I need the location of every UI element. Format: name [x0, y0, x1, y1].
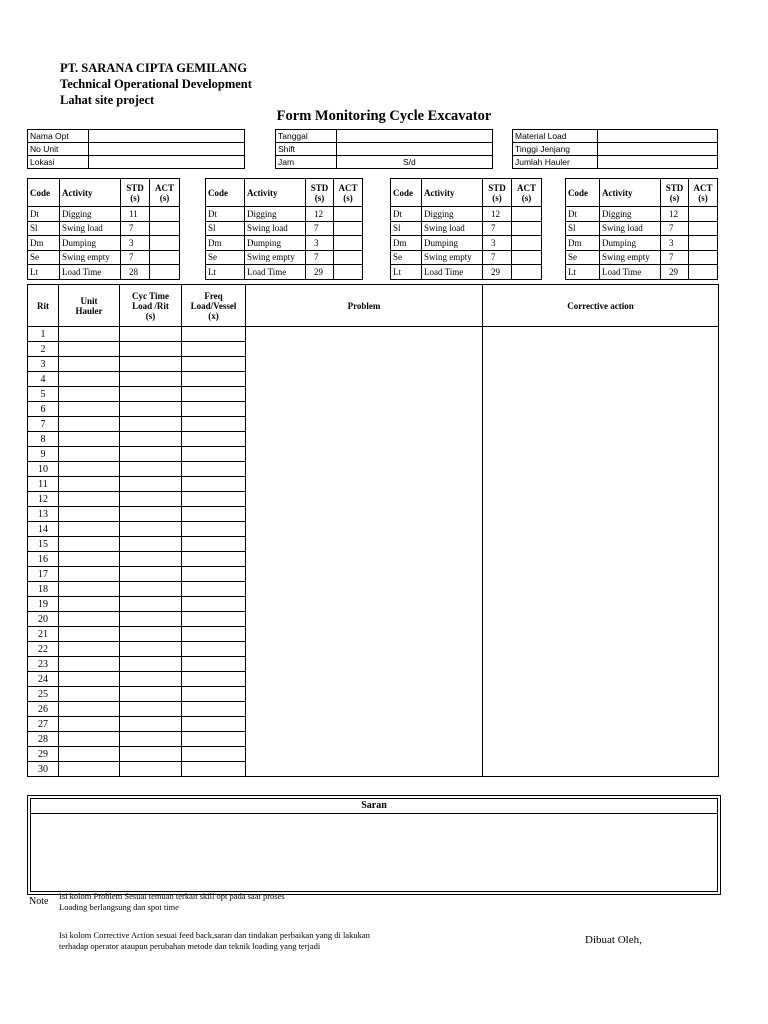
std-code: Dt: [566, 207, 600, 222]
unit-hauler-cell[interactable]: [59, 552, 120, 567]
freq-load-cell[interactable]: [182, 507, 246, 522]
act-field[interactable]: [334, 265, 363, 280]
rit-number: 22: [28, 642, 59, 657]
unit-hauler-cell[interactable]: [59, 357, 120, 372]
freq-load-cell[interactable]: [182, 522, 246, 537]
cycle-time-cell[interactable]: [120, 477, 182, 492]
unit-hauler-cell[interactable]: [59, 417, 120, 432]
freq-load-cell[interactable]: [182, 327, 246, 342]
unit-hauler-cell[interactable]: [59, 762, 120, 777]
act-field[interactable]: [150, 221, 180, 236]
std-code: Dm: [206, 236, 245, 251]
rit-number: 28: [28, 732, 59, 747]
cycle-time-cell[interactable]: [120, 672, 182, 687]
std-code: Sl: [391, 221, 422, 236]
std-value: 7: [483, 250, 512, 265]
unit-hauler-cell[interactable]: [59, 387, 120, 402]
std-code: Sl: [28, 221, 60, 236]
std-activity: Swing load: [600, 221, 661, 236]
rit-number: 16: [28, 552, 59, 567]
info-label: Tinggi Jenjang: [513, 143, 598, 156]
std-head-code: Code: [566, 179, 600, 207]
freq-load-cell[interactable]: [182, 447, 246, 462]
freq-load-cell[interactable]: [182, 567, 246, 582]
std-activity: Load Time: [245, 265, 306, 280]
std-activity: Digging: [600, 207, 661, 222]
std-code: Se: [28, 250, 60, 265]
unit-hauler-cell[interactable]: [59, 642, 120, 657]
cycle-time-cell[interactable]: [120, 612, 182, 627]
unit-hauler-cell[interactable]: [59, 447, 120, 462]
act-field[interactable]: [150, 236, 180, 251]
freq-load-cell[interactable]: [182, 462, 246, 477]
unit-hauler-cell[interactable]: [59, 477, 120, 492]
rit-number: 27: [28, 717, 59, 732]
cycle-time-cell[interactable]: [120, 537, 182, 552]
rit-number: 1: [28, 327, 59, 342]
std-value: 7: [661, 250, 689, 265]
freq-load-cell[interactable]: [182, 387, 246, 402]
info-table-time: [275, 129, 493, 169]
rit-number: 7: [28, 417, 59, 432]
freq-load-cell[interactable]: [182, 762, 246, 777]
cycle-time-cell[interactable]: [120, 642, 182, 657]
std-activity: Dumping: [245, 236, 306, 251]
freq-load-cell[interactable]: [182, 642, 246, 657]
act-field[interactable]: [512, 221, 542, 236]
rit-number: 6: [28, 402, 59, 417]
rit-number: 13: [28, 507, 59, 522]
cycle-time-cell[interactable]: [120, 732, 182, 747]
std-activity: Swing load: [422, 221, 483, 236]
head-corrective-action: Corrective action: [483, 285, 719, 327]
std-code: Dt: [206, 207, 245, 222]
head-problem: Problem: [246, 285, 483, 327]
info-field[interactable]: [598, 143, 718, 156]
rit-number: 9: [28, 447, 59, 462]
info-field[interactable]: [89, 143, 245, 156]
cycle-time-cell[interactable]: [120, 762, 182, 777]
unit-hauler-cell[interactable]: [59, 537, 120, 552]
unit-hauler-cell[interactable]: [59, 327, 120, 342]
std-code: Dm: [28, 236, 60, 251]
std-head-act: ACT (s): [334, 179, 363, 207]
rit-number: 11: [28, 477, 59, 492]
info-label: Lokasi: [28, 156, 89, 169]
std-head-activity: Activity: [422, 179, 483, 207]
sd-label: S/d: [403, 157, 416, 167]
head-unit-hauler: Unit Hauler: [59, 285, 120, 327]
rit-number: 4: [28, 372, 59, 387]
freq-load-cell[interactable]: [182, 537, 246, 552]
unit-hauler-cell[interactable]: [59, 657, 120, 672]
std-head-activity: Activity: [245, 179, 306, 207]
info-field[interactable]: [337, 143, 493, 156]
unit-hauler-cell[interactable]: [59, 567, 120, 582]
info-label: Tanggal: [276, 130, 337, 143]
freq-load-cell[interactable]: [182, 717, 246, 732]
std-value: 29: [306, 265, 334, 280]
company-name: PT. SARANA CIPTA GEMILANG: [60, 61, 248, 75]
std-code: Sl: [206, 221, 245, 236]
note-problem: Isi kolom Problem Sesuai temuan terkait skill opt pada saat proses Loading berlangsung dan spot time: [59, 891, 285, 912]
freq-load-cell[interactable]: [182, 477, 246, 492]
cycle-time-cell[interactable]: [120, 447, 182, 462]
freq-load-cell[interactable]: [182, 597, 246, 612]
unit-hauler-cell[interactable]: [59, 702, 120, 717]
saran-area[interactable]: [30, 798, 718, 892]
std-value: 11: [121, 207, 150, 222]
company-site: Lahat site project: [60, 93, 155, 107]
company-dept: Technical Operational Development: [60, 77, 252, 91]
cycle-time-cell[interactable]: [120, 387, 182, 402]
unit-hauler-cell[interactable]: [59, 342, 120, 357]
info-label: Jam: [276, 156, 337, 169]
unit-hauler-cell[interactable]: [59, 522, 120, 537]
act-field[interactable]: [334, 250, 363, 265]
rit-number: 29: [28, 747, 59, 762]
std-head-act: ACT (s): [689, 179, 718, 207]
info-field[interactable]: [89, 130, 245, 143]
std-value: 12: [661, 207, 689, 222]
info-field[interactable]: [598, 130, 718, 143]
rit-number: 5: [28, 387, 59, 402]
std-head-std: STD (s): [306, 179, 334, 207]
signature-label: Dibuat Oleh,: [585, 934, 642, 946]
freq-load-cell[interactable]: [182, 732, 246, 747]
unit-hauler-cell[interactable]: [59, 687, 120, 702]
freq-load-cell[interactable]: [182, 657, 246, 672]
std-activity: Swing empty: [60, 250, 121, 265]
rit-number: 21: [28, 627, 59, 642]
act-field[interactable]: [689, 221, 718, 236]
unit-hauler-cell[interactable]: [59, 507, 120, 522]
std-head-std: STD (s): [121, 179, 150, 207]
unit-hauler-cell[interactable]: [59, 672, 120, 687]
note-corrective: Isi kolom Corrective Action sesuai feed back,saran dan tindakan perbaikan yang di lakukan terhadap operator ataupun perubahan metode dan teknik loading yang terjadi: [59, 930, 370, 951]
unit-hauler-cell[interactable]: [59, 732, 120, 747]
freq-load-cell[interactable]: [182, 432, 246, 447]
std-head-activity: Activity: [60, 179, 121, 207]
cycle-time-cell[interactable]: [120, 492, 182, 507]
freq-load-cell[interactable]: [182, 417, 246, 432]
std-activity: Digging: [60, 207, 121, 222]
act-field[interactable]: [150, 250, 180, 265]
cycle-time-cell[interactable]: [120, 342, 182, 357]
std-table-3: [390, 178, 542, 280]
rit-number: 10: [28, 462, 59, 477]
unit-hauler-cell[interactable]: [59, 432, 120, 447]
std-value: 7: [661, 221, 689, 236]
act-field[interactable]: [334, 207, 363, 222]
rit-number: 2: [28, 342, 59, 357]
act-field[interactable]: [512, 250, 542, 265]
std-activity: Swing empty: [245, 250, 306, 265]
std-value: 7: [121, 250, 150, 265]
info-table-material: [512, 129, 718, 169]
std-head-activity: Activity: [600, 179, 661, 207]
act-field[interactable]: [334, 236, 363, 251]
std-code: Lt: [566, 265, 600, 280]
std-head-act: ACT (s): [150, 179, 180, 207]
unit-hauler-cell[interactable]: [59, 462, 120, 477]
std-code: Se: [566, 250, 600, 265]
std-activity: Swing load: [60, 221, 121, 236]
std-value: 29: [661, 265, 689, 280]
cycle-time-cell[interactable]: [120, 687, 182, 702]
head-cycle-time: Cyc Time Load /Rit (s): [120, 285, 182, 327]
std-activity: Load Time: [600, 265, 661, 280]
cycle-time-cell[interactable]: [120, 627, 182, 642]
act-field[interactable]: [150, 207, 180, 222]
info-field[interactable]: [89, 156, 245, 169]
unit-hauler-cell[interactable]: [59, 747, 120, 762]
cycle-time-cell[interactable]: [120, 552, 182, 567]
info-table-operator: [27, 129, 245, 169]
cycle-time-cell[interactable]: [120, 702, 182, 717]
freq-load-cell[interactable]: [182, 342, 246, 357]
rit-number: 14: [28, 522, 59, 537]
act-field[interactable]: [512, 265, 542, 280]
std-value: 7: [306, 250, 334, 265]
cycle-time-cell[interactable]: [120, 402, 182, 417]
std-activity: Swing empty: [422, 250, 483, 265]
freq-load-cell[interactable]: [182, 627, 246, 642]
std-activity: Digging: [245, 207, 306, 222]
std-value: 12: [306, 207, 334, 222]
std-code: Dt: [391, 207, 422, 222]
std-activity: Load Time: [422, 265, 483, 280]
cycle-time-cell[interactable]: [120, 747, 182, 762]
act-field[interactable]: [150, 265, 180, 280]
rit-number: 12: [28, 492, 59, 507]
std-code: Se: [206, 250, 245, 265]
std-code: Lt: [391, 265, 422, 280]
std-value: 7: [483, 221, 512, 236]
std-activity: Dumping: [422, 236, 483, 251]
freq-load-cell[interactable]: [182, 582, 246, 597]
note-label: Note: [29, 896, 49, 907]
std-head-code: Code: [206, 179, 245, 207]
act-field[interactable]: [512, 236, 542, 251]
saran-box: [27, 795, 721, 895]
std-head-code: Code: [28, 179, 60, 207]
cycle-time-cell[interactable]: [120, 372, 182, 387]
rit-number: 18: [28, 582, 59, 597]
unit-hauler-cell[interactable]: [59, 597, 120, 612]
std-activity: Swing empty: [600, 250, 661, 265]
std-code: Se: [391, 250, 422, 265]
info-field[interactable]: [337, 156, 493, 169]
cycle-time-cell[interactable]: [120, 417, 182, 432]
rit-number: 17: [28, 567, 59, 582]
unit-hauler-cell[interactable]: [59, 492, 120, 507]
rit-number: 8: [28, 432, 59, 447]
saran-title: Saran: [31, 799, 717, 814]
freq-load-cell[interactable]: [182, 672, 246, 687]
cycle-monitoring-table: [27, 284, 719, 777]
rit-number: 23: [28, 657, 59, 672]
rit-number: 3: [28, 357, 59, 372]
info-field[interactable]: [337, 130, 493, 143]
rit-number: 26: [28, 702, 59, 717]
cycle-time-cell[interactable]: [120, 507, 182, 522]
std-value: 3: [661, 236, 689, 251]
std-value: 29: [483, 265, 512, 280]
std-value: 3: [121, 236, 150, 251]
std-code: Lt: [206, 265, 245, 280]
corrective-action-area[interactable]: [483, 327, 719, 777]
cycle-time-cell[interactable]: [120, 567, 182, 582]
std-head-act: ACT (s): [512, 179, 542, 207]
std-value: 12: [483, 207, 512, 222]
rit-number: 25: [28, 687, 59, 702]
info-label: Jumlah Hauler: [513, 156, 598, 169]
std-head-std: STD (s): [483, 179, 512, 207]
rit-number: 30: [28, 762, 59, 777]
freq-load-cell[interactable]: [182, 372, 246, 387]
info-label: No Unit: [28, 143, 89, 156]
std-head-std: STD (s): [661, 179, 689, 207]
table-row: [28, 327, 719, 342]
rit-number: 24: [28, 672, 59, 687]
act-field[interactable]: [689, 207, 718, 222]
std-code: Dm: [391, 236, 422, 251]
std-activity: Load Time: [60, 265, 121, 280]
cycle-time-cell[interactable]: [120, 657, 182, 672]
company-header: [60, 60, 252, 108]
freq-load-cell[interactable]: [182, 552, 246, 567]
problem-area[interactable]: [246, 327, 483, 777]
info-label: Shift: [276, 143, 337, 156]
cycle-time-cell[interactable]: [120, 432, 182, 447]
rit-number: 15: [28, 537, 59, 552]
std-activity: Dumping: [600, 236, 661, 251]
act-field[interactable]: [334, 221, 363, 236]
std-value: 3: [483, 236, 512, 251]
std-activity: Dumping: [60, 236, 121, 251]
std-activity: Digging: [422, 207, 483, 222]
std-code: Dt: [28, 207, 60, 222]
unit-hauler-cell[interactable]: [59, 612, 120, 627]
freq-load-cell[interactable]: [182, 612, 246, 627]
freq-load-cell[interactable]: [182, 402, 246, 417]
freq-load-cell[interactable]: [182, 687, 246, 702]
cycle-time-cell[interactable]: [120, 522, 182, 537]
std-activity: Swing load: [245, 221, 306, 236]
act-field[interactable]: [689, 236, 718, 251]
unit-hauler-cell[interactable]: [59, 372, 120, 387]
std-head-code: Code: [391, 179, 422, 207]
unit-hauler-cell[interactable]: [59, 627, 120, 642]
unit-hauler-cell[interactable]: [59, 717, 120, 732]
cycle-time-cell[interactable]: [120, 357, 182, 372]
act-field[interactable]: [512, 207, 542, 222]
act-field[interactable]: [689, 265, 718, 280]
cycle-time-cell[interactable]: [120, 462, 182, 477]
cycle-time-cell[interactable]: [120, 717, 182, 732]
act-field[interactable]: [689, 250, 718, 265]
form-title: Form Monitoring Cycle Excavator: [276, 108, 492, 124]
std-value: 3: [306, 236, 334, 251]
std-table-1: [27, 178, 180, 280]
cycle-time-cell[interactable]: [120, 582, 182, 597]
head-rit: Rit: [28, 285, 59, 327]
unit-hauler-cell[interactable]: [59, 582, 120, 597]
std-value: 7: [121, 221, 150, 236]
std-value: 28: [121, 265, 150, 280]
freq-load-cell[interactable]: [182, 492, 246, 507]
std-code: Sl: [566, 221, 600, 236]
freq-load-cell[interactable]: [182, 357, 246, 372]
std-table-4: [565, 178, 718, 280]
freq-load-cell[interactable]: [182, 747, 246, 762]
std-code: Dm: [566, 236, 600, 251]
std-table-2: [205, 178, 363, 280]
info-label: Material Load: [513, 130, 598, 143]
std-code: Lt: [28, 265, 60, 280]
rit-number: 20: [28, 612, 59, 627]
head-freq-load: Freq Load/Vessel (x): [182, 285, 246, 327]
cycle-time-cell[interactable]: [120, 327, 182, 342]
info-label: Nama Opt: [28, 130, 89, 143]
cycle-time-cell[interactable]: [120, 597, 182, 612]
rit-number: 19: [28, 597, 59, 612]
info-field[interactable]: [598, 156, 718, 169]
std-value: 7: [306, 221, 334, 236]
unit-hauler-cell[interactable]: [59, 402, 120, 417]
freq-load-cell[interactable]: [182, 702, 246, 717]
